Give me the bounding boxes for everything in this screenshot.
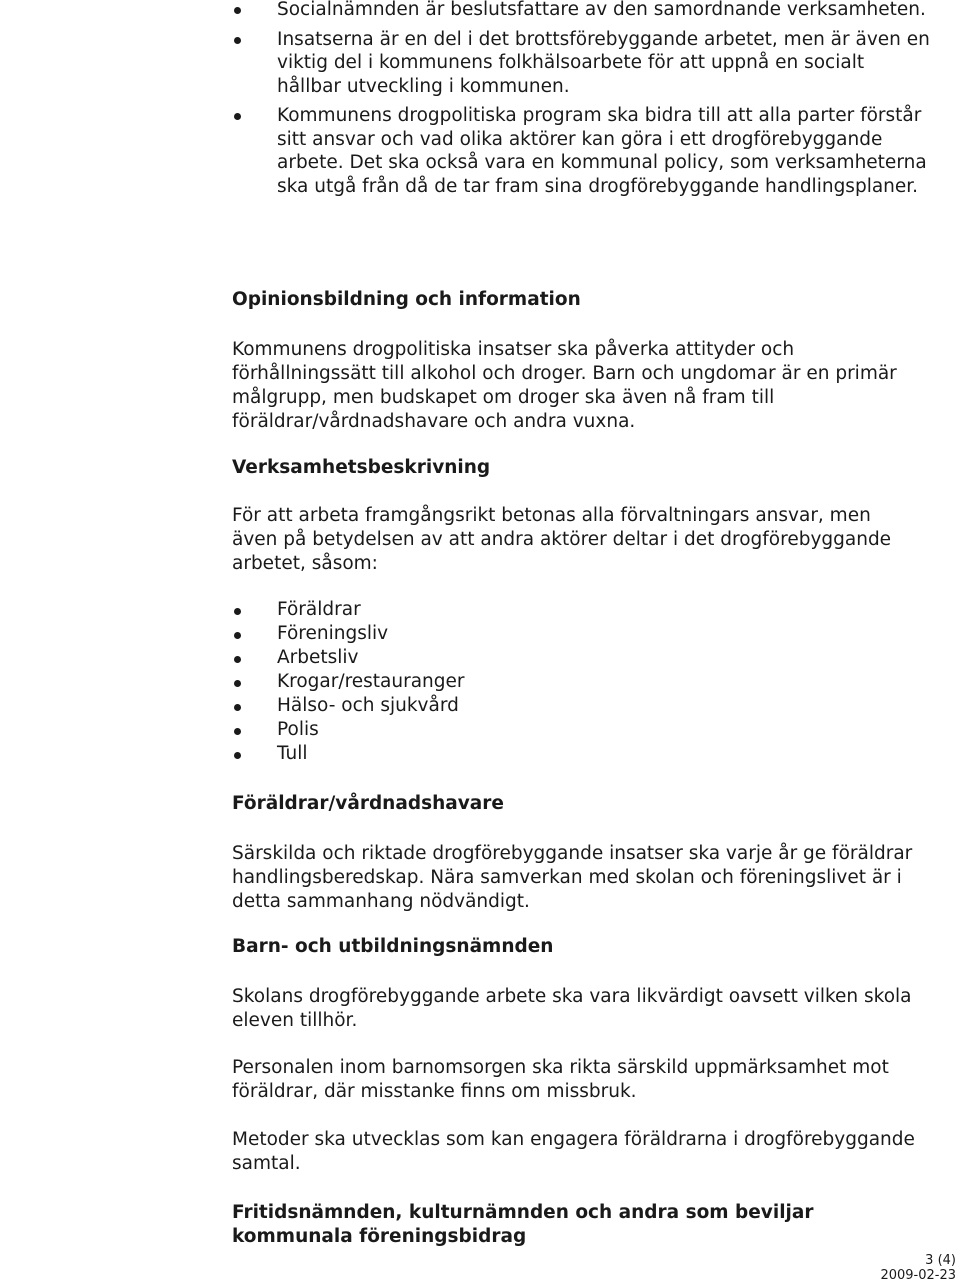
intro-bullet-list — [232, 0, 932, 204]
list-item: Krogar/restauranger — [232, 670, 732, 694]
section-heading-foraldrar: Föräldrar/vårdnadshavare — [232, 793, 504, 814]
list-item: Insatserna är en del i det brottsförebyggande arbetet, men är även en viktig del i kommunens folkhälsoarbete för att uppnå en socialt hållbar utveckling i kommunen. — [232, 28, 932, 99]
list-item: Kommunens drogpolitiska program ska bidra till att alla parter förstår sitt ansvar och vad olika aktörer kan göra i ett drogförebyggande arbete. Det ska också vara en kommunal policy, som verksamheterna ska utgå från då de tar fram sina drogförebyggande handlingsplaner. — [232, 104, 932, 198]
list-item: Föräldrar — [232, 598, 732, 622]
page-number: 3 (4) — [925, 1253, 956, 1268]
section-heading-opinion: Opinionsbildning och information — [232, 289, 581, 310]
section-text-verksamhet: För att arbeta framgångsrikt betonas alla förvaltningars ansvar, men även på betydelsen av att andra aktörer deltar i det drogförebyggande arbetet, såsom: — [232, 505, 892, 574]
section-text-barn-1: Skolans drogförebyggande arbete ska vara likvärdigt oavsett vilken skola eleven tillhör. — [232, 986, 912, 1031]
document-date: 2009-02-23 — [880, 1268, 956, 1283]
list-item: Polis — [232, 718, 732, 742]
list-item: Arbetsliv — [232, 646, 732, 670]
list-item: Hälso- och sjukvård — [232, 694, 732, 718]
section-text-barn-2: Personalen inom barnomsorgen ska rikta särskild uppmärksamhet mot föräldrar, där misstanke finns om missbruk. — [232, 1057, 889, 1102]
section-text-barn-3: Metoder ska utvecklas som kan engagera föräldrarna i drogförebyggande samtal. — [232, 1129, 915, 1174]
list-item: Tull — [232, 742, 732, 766]
list-item: Föreningsliv — [232, 622, 732, 646]
section-heading-verksamhet: Verksamhetsbeskrivning — [232, 457, 491, 478]
section-text-opinion: Kommunens drogpolitiska insatser ska påverka attityder och förhållningssätt till alkohol och droger. Barn och ungdomar är en primär målgrupp, men budskapet om droger ska även nå fram till föräldrar/vårdnadshavare och andra vuxna. — [232, 339, 897, 432]
section-heading-barn: Barn- och utbildningsnämnden — [232, 936, 554, 957]
section-heading-fritid: Fritidsnämnden, kulturnämnden och andra som beviljar kommunala föreningsbidrag — [232, 1202, 814, 1247]
section-text-foraldrar: Särskilda och riktade drogförebyggande insatser ska varje år ge föräldrar handlingsberedskap. Nära samverkan med skolan och föreningslivet är i detta sammanhang nödvändigt. — [232, 843, 913, 912]
list-item: Socialnämnden är beslutsfattare av den samordnande verksamheten. — [232, 0, 932, 22]
actors-bullet-list — [232, 598, 732, 766]
